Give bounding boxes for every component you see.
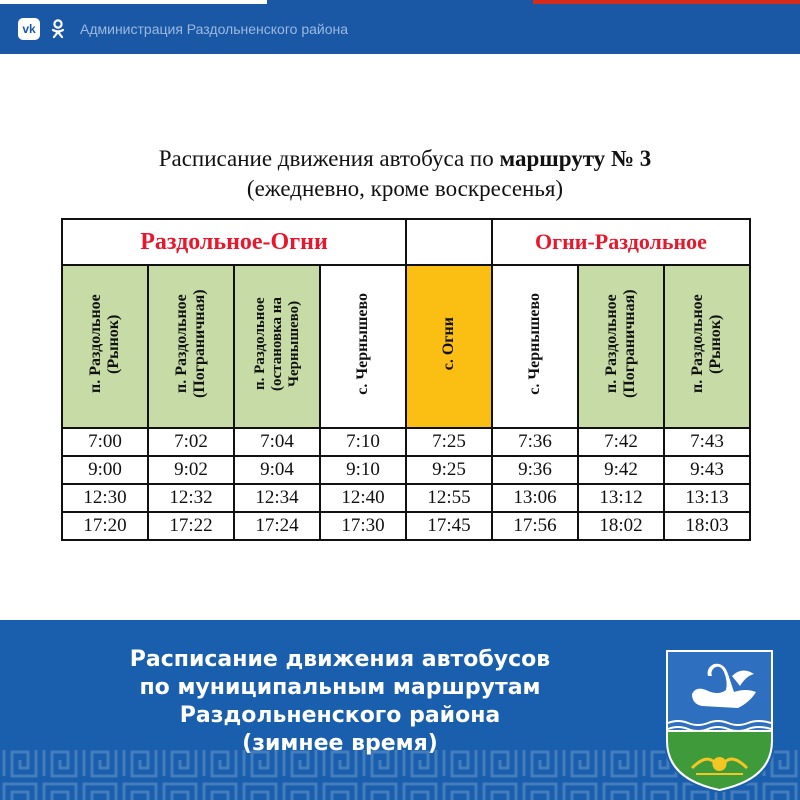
stop-header <box>664 265 750 428</box>
banner-line: Раздольненского района <box>179 703 501 728</box>
table-row <box>62 428 750 456</box>
time-cell: 9:10 <box>320 456 406 484</box>
title-route: маршруту № 3 <box>499 146 652 171</box>
time-cell: 13:13 <box>664 484 750 512</box>
direction-right: Огни-Раздольное <box>492 219 750 265</box>
stop-header <box>578 265 664 428</box>
vk-icon[interactable]: vk <box>18 18 40 40</box>
banner-line: Расписание движения автобусов <box>129 647 551 672</box>
time-cell: 9:25 <box>406 456 492 484</box>
time-cell: 9:36 <box>492 456 578 484</box>
time-cell: 18:02 <box>578 512 664 540</box>
time-cell: 12:34 <box>234 484 320 512</box>
table-row <box>62 512 750 540</box>
banner-line: по муниципальным маршрутам <box>139 675 541 700</box>
stop-header <box>320 265 406 428</box>
table-row <box>62 484 750 512</box>
stop-header <box>62 265 148 428</box>
table-row <box>62 456 750 484</box>
time-cell: 9:00 <box>62 456 148 484</box>
direction-spacer <box>406 219 492 265</box>
stop-label: п. Раздольное (Пограничная) <box>603 289 638 399</box>
time-cell: 9:43 <box>664 456 750 484</box>
time-cell: 13:12 <box>578 484 664 512</box>
time-cell: 17:56 <box>492 512 578 540</box>
time-cell: 7:00 <box>62 428 148 456</box>
time-cell: 17:45 <box>406 512 492 540</box>
schedule-table <box>61 218 751 541</box>
stop-label: п. Раздольное (Рынок) <box>689 294 724 394</box>
time-cell: 17:30 <box>320 512 406 540</box>
stop-label: с. Чернышево <box>526 293 543 395</box>
time-cell: 12:40 <box>320 484 406 512</box>
time-cell: 12:55 <box>406 484 492 512</box>
banner-title <box>60 646 620 758</box>
bottom-banner <box>0 620 800 800</box>
time-cell: 13:06 <box>492 484 578 512</box>
odnoklassniki-icon[interactable] <box>50 18 66 40</box>
header-title[interactable]: Администрация Раздольненского района <box>80 21 349 37</box>
time-cell: 17:20 <box>62 512 148 540</box>
time-cell: 7:43 <box>664 428 750 456</box>
stop-header-terminal <box>406 265 492 428</box>
stop-label: с. Огни <box>440 317 457 371</box>
direction-left: Раздольное-Огни <box>62 219 406 265</box>
time-cell: 9:02 <box>148 456 234 484</box>
stop-label: п. Раздольное (остановка на Чернышево) <box>251 297 302 391</box>
time-cell: 9:42 <box>578 456 664 484</box>
time-cell: 18:03 <box>664 512 750 540</box>
stop-label: п. Раздольное (Рынок) <box>87 294 122 394</box>
time-cell: 7:36 <box>492 428 578 456</box>
banner-line: (зимнее время) <box>242 731 438 756</box>
time-cell: 17:24 <box>234 512 320 540</box>
time-cell: 9:04 <box>234 456 320 484</box>
direction-row <box>62 219 750 265</box>
time-cell: 7:25 <box>406 428 492 456</box>
time-cell: 12:32 <box>148 484 234 512</box>
time-cell: 7:02 <box>148 428 234 456</box>
stop-label: с. Чернышево <box>354 293 371 395</box>
stops-row <box>62 265 750 428</box>
schedule-title <box>60 144 750 204</box>
title-plain: Расписание движения автобуса по <box>158 146 500 171</box>
time-cell: 17:22 <box>148 512 234 540</box>
stop-header <box>492 265 578 428</box>
coat-of-arms-swan-icon <box>662 646 777 794</box>
stop-header <box>148 265 234 428</box>
stop-header <box>234 265 320 428</box>
time-cell: 7:10 <box>320 428 406 456</box>
time-cell: 7:42 <box>578 428 664 456</box>
header-bar <box>0 4 800 54</box>
time-cell: 7:04 <box>234 428 320 456</box>
schedule-subtitle: (ежедневно, кроме воскресенья) <box>246 176 564 201</box>
time-cell: 12:30 <box>62 484 148 512</box>
stop-label: п. Раздольное (Пограничная) <box>173 289 208 399</box>
